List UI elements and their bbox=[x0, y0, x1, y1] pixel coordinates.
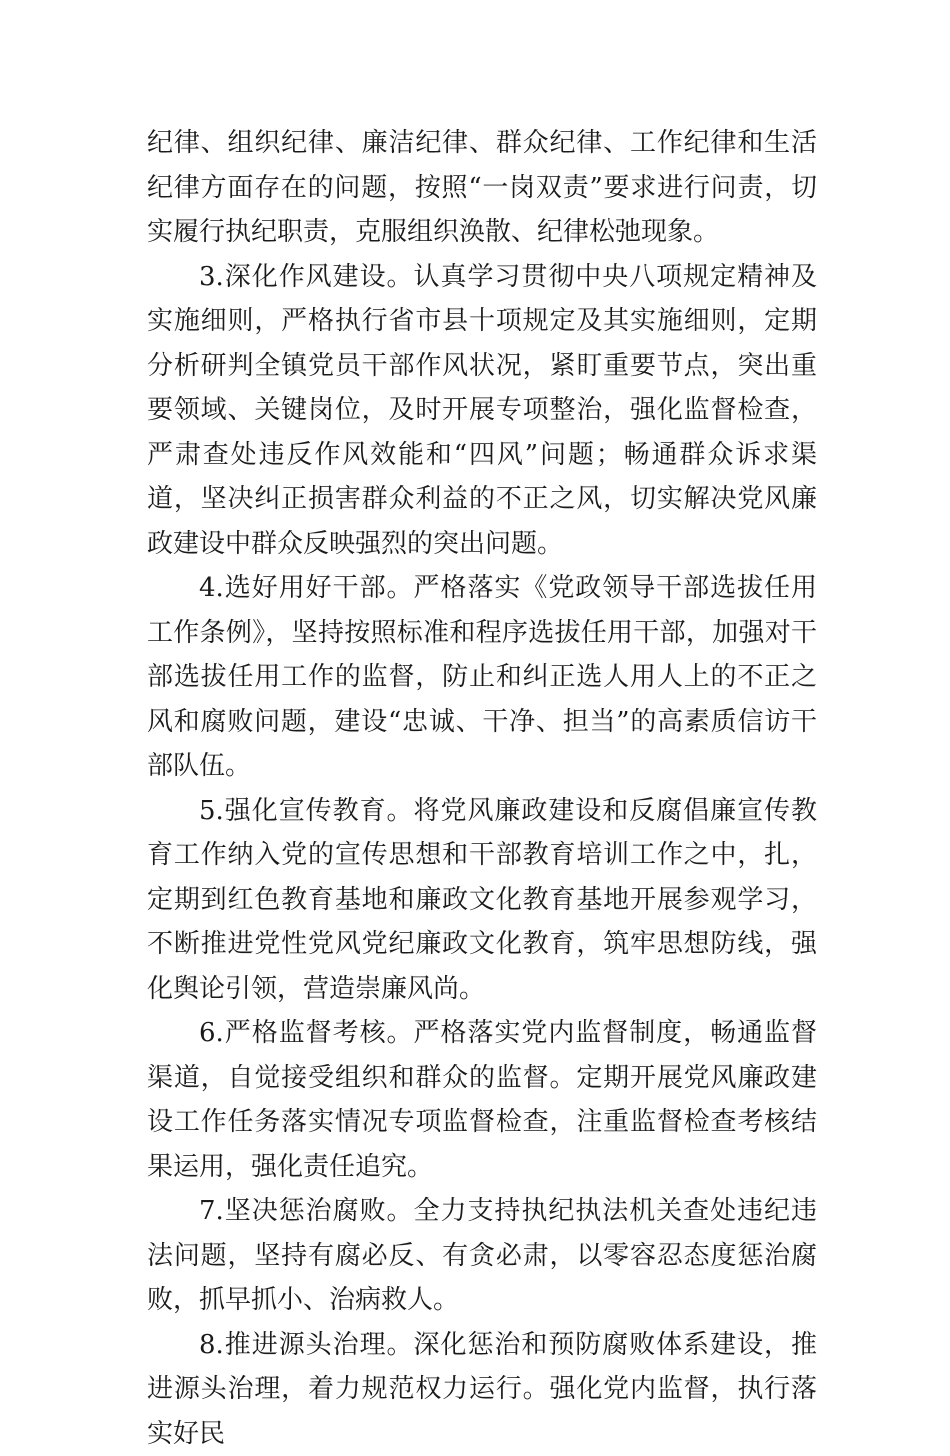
paragraph-item-4: 4.选好用好干部。严格落实《党政领导干部选拔任用工作条例》，坚持按照标准和程序选拔任用干部，加强对干部选拔任用工作的监督，防止和纠正选人用人上的不正之风和腐败问题，建设“忠诚、干净、担当”的高素质信访干部队伍。 bbox=[147, 566, 817, 789]
paragraph-item-8: 8.推进源头治理。深化惩治和预防腐败体系建设，推进源头治理，着力规范权力运行。强化党内监督，执行落实好民 bbox=[147, 1323, 817, 1456]
document-body bbox=[147, 121, 817, 1456]
paragraph-continuation: 纪律、组织纪律、廉洁纪律、群众纪律、工作纪律和生活纪律方面存在的问题，按照“一岗双责”要求进行问责，切实履行执纪职责，克服组织涣散、纪律松弛现象。 bbox=[147, 121, 817, 255]
paragraph-item-3: 3.深化作风建设。认真学习贯彻中央八项规定精神及实施细则，严格执行省市县十项规定及其实施细则，定期分析研判全镇党员干部作风状况，紧盯重要节点，突出重要领域、关键岗位，及时开展专项整治，强化监督检查，严肃查处违反作风效能和“四风”问题；畅通群众诉求渠道，坚决纠正损害群众利益的不正之风，切实解决党风廉政建设中群众反映强烈的突出问题。 bbox=[147, 255, 817, 567]
paragraph-item-5: 5.强化宣传教育。将党风廉政建设和反腐倡廉宣传教育工作纳入党的宣传思想和干部教育培训工作之中，扎，定期到红色教育基地和廉政文化教育基地开展参观学习，不断推进党性党风党纪廉政文化教育，筑牢思想防线，强化舆论引领，营造崇廉风尚。 bbox=[147, 789, 817, 1012]
paragraph-item-7: 7.坚决惩治腐败。全力支持执纪执法机关查处违纪违法问题，坚持有腐必反、有贪必肃，以零容忍态度惩治腐败，抓早抓小、治病救人。 bbox=[147, 1189, 817, 1323]
paragraph-item-6: 6.严格监督考核。严格落实党内监督制度，畅通监督渠道，自觉接受组织和群众的监督。定期开展党风廉政建设工作任务落实情况专项监督检查，注重监督检查考核结果运用，强化责任追究。 bbox=[147, 1011, 817, 1189]
